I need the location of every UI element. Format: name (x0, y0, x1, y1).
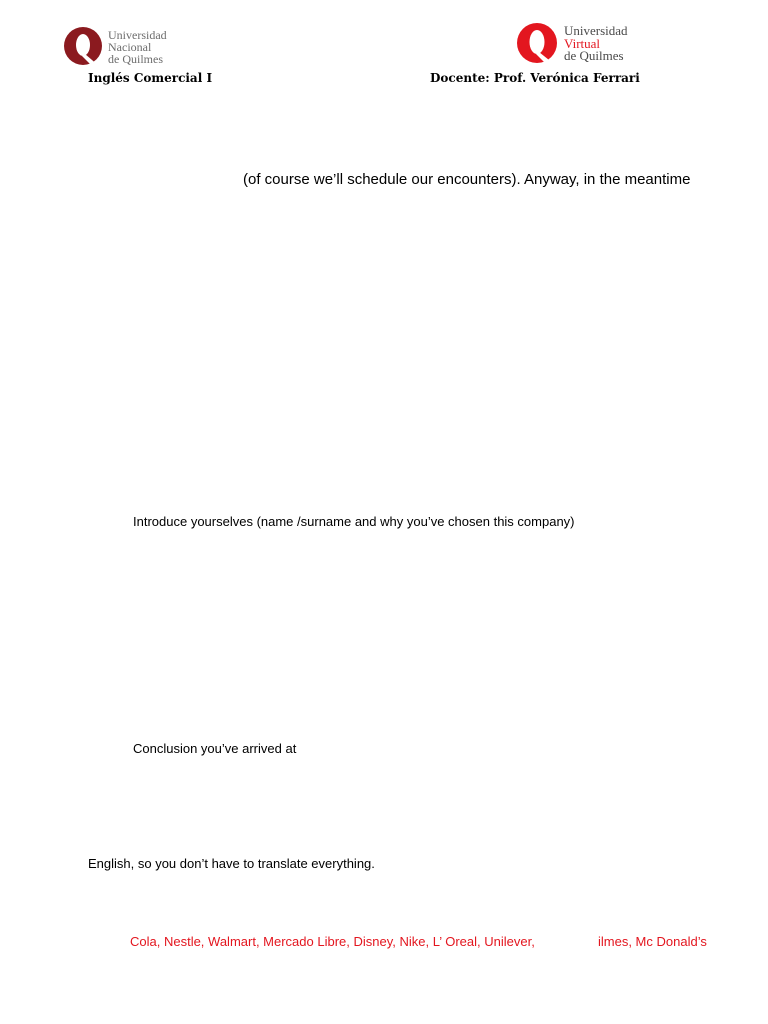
logo-line-2: Nacional (108, 40, 152, 54)
uvq-logo (516, 22, 628, 66)
body-line-english: English, so you don’t have to translate everything. (88, 856, 375, 871)
course-title: Inglés Comercial I (88, 71, 213, 85)
logo-line-1: Universidad (564, 23, 628, 39)
logo-line-2: Virtual (564, 35, 601, 51)
logo-line-3: de Quilmes (108, 52, 163, 66)
body-line-introduce: Introduce yourselves (name /surname and why you’ve chosen this company) (133, 514, 575, 529)
company-list-end: ilmes, Mc Donald’s (598, 934, 707, 949)
body-line-conclusion: Conclusion you’ve arrived at (133, 741, 297, 756)
unq-logo (63, 26, 167, 68)
logo-text (108, 29, 167, 65)
teacher-name: Docente: Prof. Verónica Ferrari (430, 71, 640, 85)
q-logo-icon (516, 22, 560, 66)
logo-line-3: de Quilmes (564, 48, 624, 64)
company-list: Cola, Nestle, Walmart, Mercado Libre, Disney, Nike, L’ Oreal, Unilever, (130, 934, 535, 949)
q-logo-icon (63, 26, 105, 68)
logo-line-1: Universidad (108, 28, 167, 42)
body-line-schedule: (of course we’ll schedule our encounters). Anyway, in the meantime (243, 171, 691, 188)
logo-text (564, 25, 628, 63)
